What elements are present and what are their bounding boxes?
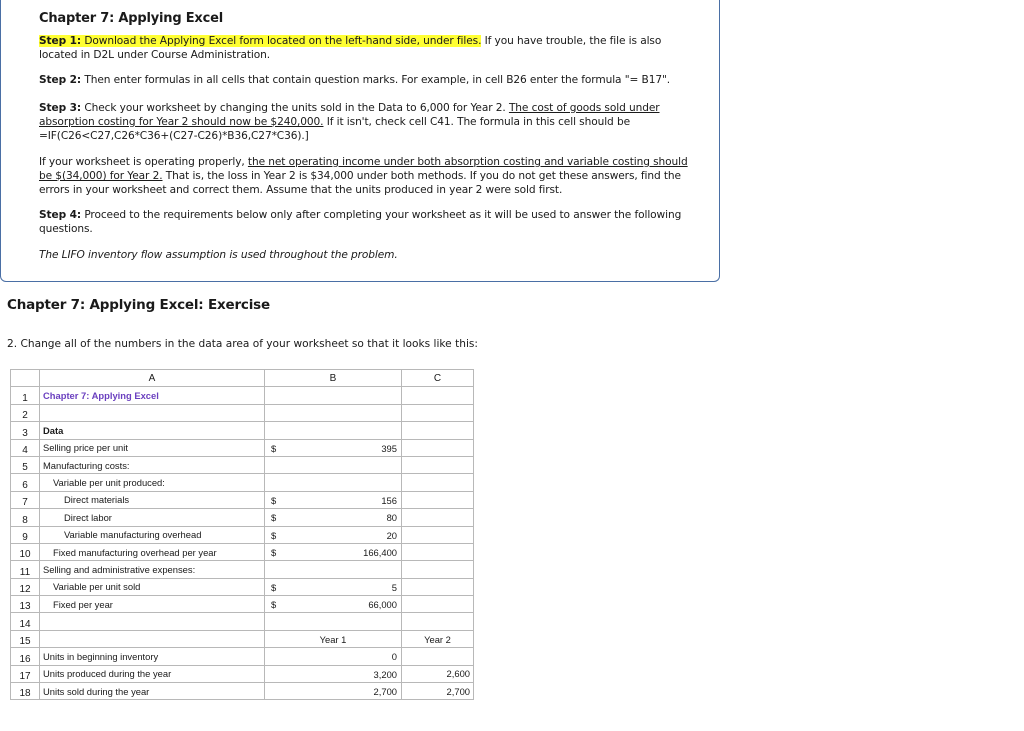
cell-a[interactable]: Fixed manufacturing overhead per year [40,543,265,560]
cell-c[interactable] [402,422,474,439]
cell-b-value: 3,200 [373,668,397,680]
sheet-row [11,509,474,526]
cell-a[interactable]: Selling and administrative expenses: [40,561,265,578]
currency-symbol: $ [271,494,277,506]
row-number: 12 [11,578,40,595]
sheet-row [11,613,474,630]
cell-c[interactable] [402,404,474,421]
step-4-label: Step 4: [39,209,82,221]
cell-c[interactable] [402,509,474,526]
cell-a[interactable]: Variable per unit produced: [40,474,265,491]
row-number: 13 [11,596,40,613]
currency-symbol: $ [271,442,277,454]
cell-c[interactable] [402,613,474,630]
step-3-underline: The cost of goods sold under absorption costing for Year 2 should now be $240,000. [39,102,660,128]
cell-a[interactable]: Selling price per unit [40,439,265,456]
cell-b[interactable] [265,613,402,630]
cell-a[interactable]: Variable per unit sold [40,578,265,595]
row-number: 5 [11,456,40,473]
sheet-row [11,578,474,595]
step-1-highlight: Download the Applying Excel form located on the left-hand side, under files. [81,35,482,47]
sheet-row [11,630,474,647]
question-text: 2. Change all of the numbers in the data area of your worksheet so that it looks like this: [7,338,478,350]
cell-a[interactable]: Direct labor [40,509,265,526]
row-number: 16 [11,648,40,665]
spreadsheet-body [11,387,474,700]
cell-b-value: 2,700 [373,686,397,698]
sheet-row [11,422,474,439]
cell-a[interactable]: Data [40,422,265,439]
cell-a[interactable] [40,630,265,647]
instructions-title: Chapter 7: Applying Excel [39,11,224,26]
lifo-note: The LIFO inventory flow assumption is used throughout the problem. [39,249,398,261]
cell-b[interactable] [265,456,402,473]
sheet-row [11,456,474,473]
cell-c[interactable] [402,578,474,595]
cell-b-value: 20 [386,529,397,541]
cell-a[interactable]: Direct materials [40,491,265,508]
sheet-row [11,387,474,404]
cell-c[interactable] [402,543,474,560]
row-number: 6 [11,474,40,491]
sheet-row [11,683,474,700]
check-underline: the net operating income under both absorption costing and variable costing should be $(34,000) for Year 2. [39,156,688,182]
cell-b[interactable] [265,578,402,595]
step-1-label: Step 1: [39,35,82,47]
currency-symbol: $ [271,599,277,611]
step-3-rest: If it isn't, check cell C41. The formula in this cell should be =IF(C26<C27,C26*C36+(C27-C26)*B36,C27*C36).] [39,116,630,142]
sheet-row [11,404,474,421]
cell-a[interactable] [40,404,265,421]
cell-a[interactable]: Chapter 7: Applying Excel [40,387,265,404]
cell-c[interactable] [402,439,474,456]
cell-b[interactable] [265,439,402,456]
currency-symbol: $ [271,512,277,524]
cell-b[interactable] [265,683,402,700]
sheet-row [11,543,474,560]
sheet-row [11,526,474,543]
cell-c[interactable] [402,474,474,491]
step-3-label: Step 3: [39,102,82,114]
row-number: 15 [11,630,40,647]
cell-b[interactable] [265,648,402,665]
check-rest: That is, the loss in Year 2 is $34,000 under both methods. If you do not get these answers, find the errors in your worksheet and correct them. Assume that the units produced in year 2 were sold first. [39,170,681,196]
cell-b[interactable] [265,630,402,647]
step-2 [39,73,699,87]
sheet-row [11,491,474,508]
column-header-row [11,370,474,387]
step-2-label: Step 2: [39,74,82,86]
step-4 [39,208,699,236]
column-header-a: A [40,370,265,387]
sheet-row [11,561,474,578]
cell-b[interactable] [265,665,402,682]
step-3 [39,101,699,143]
cell-c[interactable]: Year 2 [402,630,474,647]
step-3-text: Check your worksheet by changing the units sold in the Data to 6,000 for Year 2. [81,102,509,114]
currency-symbol: $ [271,546,277,558]
row-number: 17 [11,665,40,682]
cell-b[interactable] [265,422,402,439]
spreadsheet [10,369,474,700]
cell-b[interactable] [265,561,402,578]
cell-c[interactable] [402,491,474,508]
cell-b-value: 5 [391,581,397,593]
column-header-b: B [265,370,402,387]
sheet-row [11,596,474,613]
cell-b[interactable] [265,526,402,543]
cell-a[interactable]: Manufacturing costs: [40,456,265,473]
cell-a[interactable]: Variable manufacturing overhead [40,526,265,543]
currency-symbol: $ [271,581,277,593]
cell-c[interactable] [402,387,474,404]
cell-b-value: 0 [391,651,397,663]
row-number: 2 [11,404,40,421]
step-2-text: Then enter formulas in all cells that contain question marks. For example, in cell B26 enter the formula "= B17". [81,74,671,86]
cell-b-value: 66,000 [368,599,397,611]
cell-a[interactable]: Units sold during the year [40,683,265,700]
cell-b[interactable] [265,543,402,560]
cell-b-value: Year 1 [319,633,347,645]
sheet-row [11,439,474,456]
cell-c[interactable] [402,596,474,613]
corner-cell [11,370,40,387]
row-number: 7 [11,491,40,508]
cell-c[interactable]: 2,700 [402,683,474,700]
sheet-row [11,648,474,665]
cell-b[interactable] [265,596,402,613]
cell-b[interactable] [265,474,402,491]
sheet-row [11,665,474,682]
cell-c[interactable]: 2,600 [402,665,474,682]
row-number: 18 [11,683,40,700]
cell-a[interactable] [40,613,265,630]
cell-b[interactable] [265,491,402,508]
check-text: If your worksheet is operating properly, [39,156,248,168]
currency-symbol: $ [271,529,277,541]
cell-c[interactable] [402,648,474,665]
row-number: 3 [11,422,40,439]
step-1 [39,34,699,62]
row-number: 14 [11,613,40,630]
column-header-c: C [402,370,474,387]
cell-c[interactable] [402,561,474,578]
check-paragraph [39,155,699,197]
cell-b-value: 166,400 [363,546,397,558]
row-number: 4 [11,439,40,456]
row-number: 9 [11,526,40,543]
row-number: 1 [11,387,40,404]
exercise-title: Chapter 7: Applying Excel: Exercise [7,297,270,313]
cell-b-value: 80 [386,512,397,524]
cell-b[interactable] [265,387,402,404]
cell-c[interactable] [402,526,474,543]
cell-a[interactable]: Fixed per year [40,596,265,613]
cell-c[interactable] [402,456,474,473]
step-1-rest: If you have trouble, the file is also located in D2L under Course Administration. [39,35,662,61]
cell-a[interactable]: Units in beginning inventory [40,648,265,665]
cell-b[interactable] [265,509,402,526]
row-number: 11 [11,561,40,578]
row-number: 10 [11,543,40,560]
cell-b-value: 395 [381,442,397,454]
sheet-row [11,474,474,491]
step-4-text: Proceed to the requirements below only after completing your worksheet as it will be used to answer the following questions. [39,209,682,235]
cell-a[interactable]: Units produced during the year [40,665,265,682]
row-number: 8 [11,509,40,526]
cell-b-value: 156 [381,494,397,506]
cell-b[interactable] [265,404,402,421]
